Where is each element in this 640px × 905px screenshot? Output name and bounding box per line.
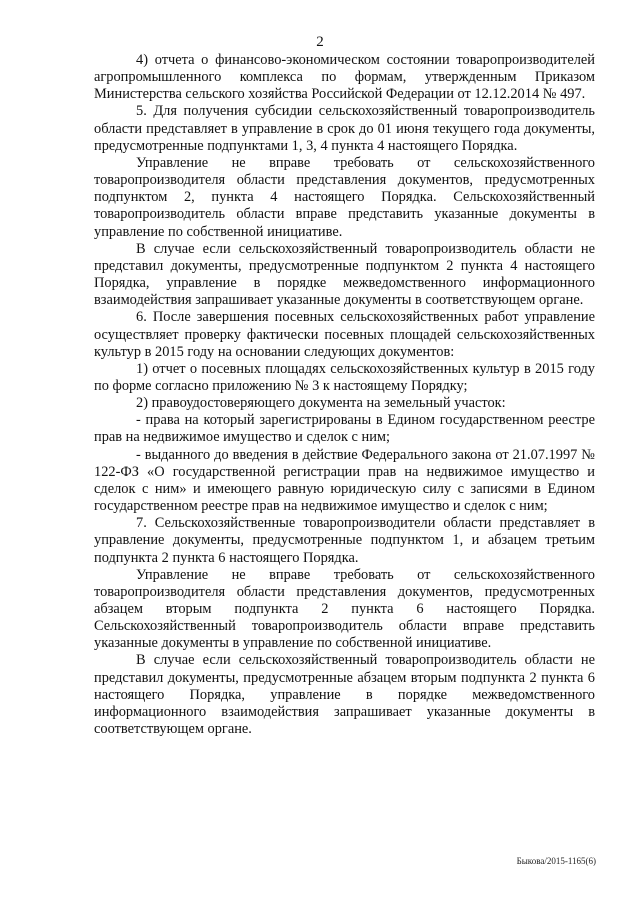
paragraph-clause-5: 5. Для получения субсидии сельскохозяйственный товаропроизводитель области представляет в управление в срок до 01 июня текущего года документы, предусмотренные подпунктами 1, 3, 4 пункта 4 настоящего Порядка. <box>94 103 595 154</box>
paragraph-clause-6-item-1: 1) отчет о посевных площадях сельскохозяйственных культур в 2015 году по форме согласно приложению № 3 к настоящему Порядку; <box>94 360 595 394</box>
paragraph-clause-6-item-2: 2) правоудостоверяющего документа на земельный участок: <box>136 395 506 412</box>
paragraph-item-4-report: 4) отчета о финансово-экономическом состоянии товаропроизводителей агропромышленного комплекса по формам, утвержденным Приказом Министерства сельского хозяйства Российской Федерации от 12.12.2014 № 497. <box>94 52 595 103</box>
paragraph-clause-6: 6. После завершения посевных сельскохозяйственных работ управление осуществляет проверку фактически посевных площадей сельскохозяйственных культур в 2015 году на основании следующих документов: <box>94 309 595 360</box>
paragraph-clause-6-dash-1: - права на который зарегистрированы в Едином государственном реестре прав на недвижимое имущество и сделок с ним; <box>94 412 595 446</box>
paragraph-clause-7-interagency: В случае если сельскохозяйственный товаропроизводитель области не представил документы, предусмотренные абзацем вторым подпункта 2 пункта 6 настоящего Порядка, управление в порядке межведомственного информационного взаимодействия запрашивает указанные документы в соответствующем органе. <box>94 652 595 738</box>
paragraph-clause-6-dash-2: - выданного до введения в действие Федерального закона от 21.07.1997 № 122-ФЗ «О государственной регистрации прав на недвижимое имущество и сделок с ним» и имеющего равную юридическую силу с записями в Едином государственном реестре прав на недвижимое имущество и сделок с ним; <box>94 446 595 515</box>
paragraph-clause-7-restriction: Управление не вправе требовать от сельскохозяйственного товаропроизводителя области представления документов, предусмотренных абзацем вторым подпункта 2 пункта 6 настоящего Порядка. Сельскохозяйственный товаропроизводитель области вправе представить указанные документы в управление по собственной инициативе. <box>94 566 595 652</box>
document-body <box>94 52 595 738</box>
paragraph-clause-7: 7. Сельскохозяйственные товаропроизводители области представляет в управление документы, предусмотренные подпунктом 1, и абзацем третьим подпункта 2 пункта 6 настоящего Порядка. <box>94 515 595 566</box>
paragraph-clause-5-restriction: Управление не вправе требовать от сельскохозяйственного товаропроизводителя области представления документов, предусмотренных подпунктом 2, пункта 4 настоящего Порядка. Сельскохозяйственный товаропроизводитель области вправе представить указанные документы в управление по собственной инициативе. <box>94 154 595 240</box>
paragraph-clause-5-interagency: В случае если сельскохозяйственный товаропроизводитель области не представил документы, предусмотренные подпунктом 2 пункта 4 настоящего Порядка, управление в порядке межведомственного информационного взаимодействия запрашивает указанные документы в соответствующем органе. <box>94 240 595 309</box>
footer-code: Быкова/2015-1165(6) <box>516 856 596 866</box>
page-number: 2 <box>316 34 324 50</box>
